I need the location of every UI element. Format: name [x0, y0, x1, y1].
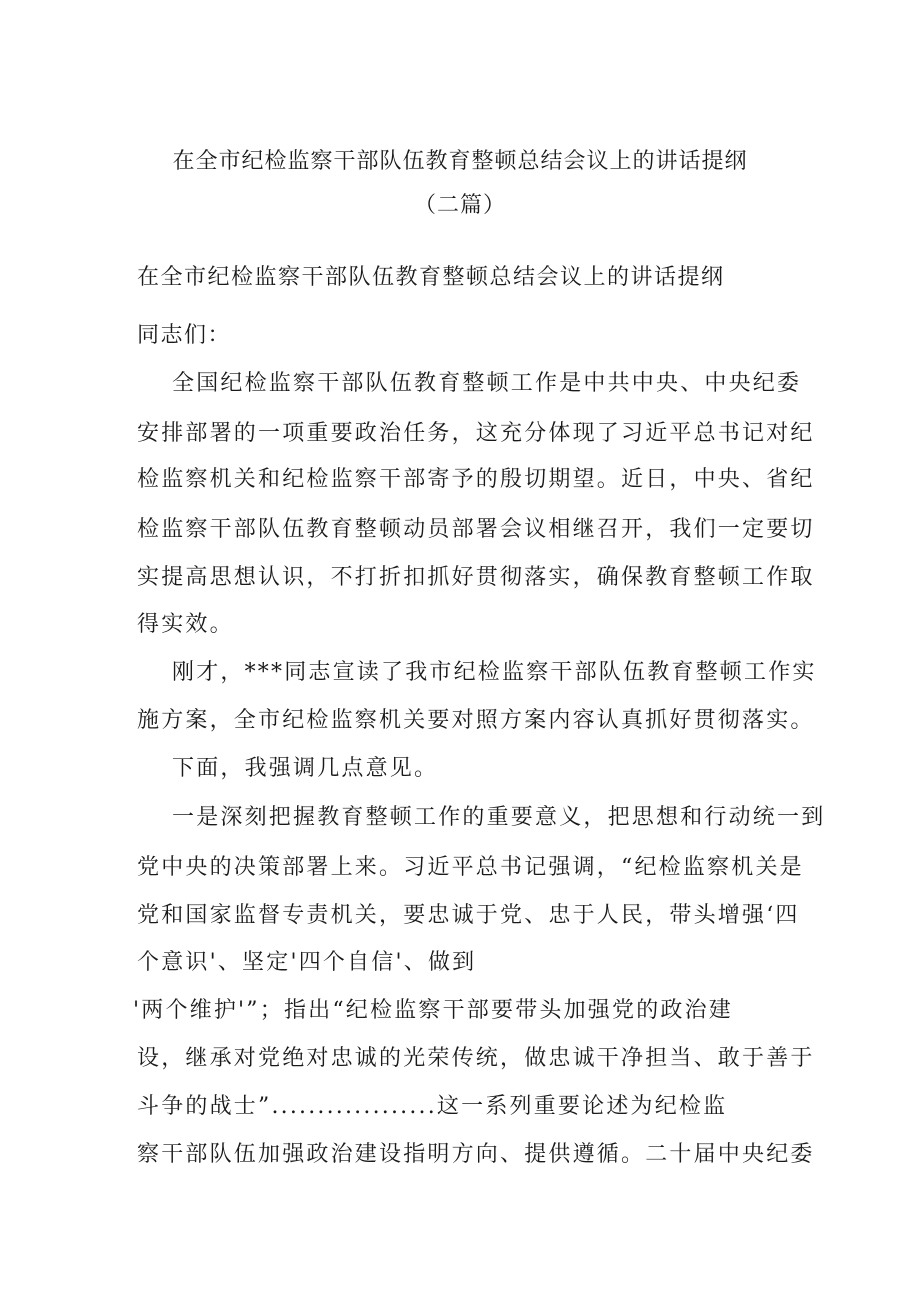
paragraph-line: 党中央的决策部署上来。习近平总书记强调，“纪检监察机关是: [137, 855, 804, 880]
paragraph-line: 实提高思想认识，不打折扣抓好贯彻落实，确保教育整顿工作取: [137, 565, 815, 590]
paragraph-line: 得实效。: [137, 612, 234, 637]
document-subtitle: （二篇）: [413, 193, 506, 218]
paragraph-line: '两个维护'”；指出“纪检监察干部要带头加强党的政治建: [133, 998, 733, 1023]
section-heading: 在全市纪检监察干部队伍教育整顿总结会议上的讲话提纲: [137, 265, 725, 290]
document-title: 在全市纪检监察干部队伍教育整顿总结会议上的讲话提纲: [172, 149, 748, 174]
paragraph-line: 检监察机关和纪检监察干部寄予的殷切期望。近日，中央、省纪: [137, 467, 815, 492]
paragraph-line: 检监察干部队伍教育整顿动员部署会议相继召开，我们一定要切: [137, 517, 815, 542]
paragraph-line: 设，继承对党绝对忠诚的光荣传统，做忠诚干净担当、敢于善于: [137, 1046, 815, 1071]
paragraph-line: 全国纪检监察干部队伍教育整顿工作是中共中央、中央纪委: [172, 371, 802, 396]
paragraph-line: 个意识'、坚定'四个自信'、做到: [137, 950, 477, 975]
paragraph-line: 党和国家监督专责机关，要忠诚于党、忠于人民，带头增强‘四: [137, 903, 800, 928]
salutation: 同志们：: [137, 323, 232, 348]
paragraph-line: 察干部队伍加强政治建设指明方向、提供遵循。二十届中央纪委: [137, 1142, 815, 1167]
paragraph-line: 刚才，***同志宣读了我市纪检监察干部队伍教育整顿工作实: [172, 660, 817, 685]
paragraph-line: 安排部署的一项重要政治任务，这充分体现了习近平总书记对纪: [137, 421, 815, 446]
paragraph-line: 下面，我强调几点意见。: [172, 756, 439, 781]
paragraph-line: 一是深刻把握教育整顿工作的重要意义，把思想和行动统一到: [172, 805, 826, 830]
paragraph-line: 施方案，全市纪检监察机关要对照方案内容认真抓好贯彻落实。: [137, 708, 815, 733]
paragraph-line: 斗争的战士”..................这一系列重要论述为纪检监: [137, 1094, 728, 1119]
